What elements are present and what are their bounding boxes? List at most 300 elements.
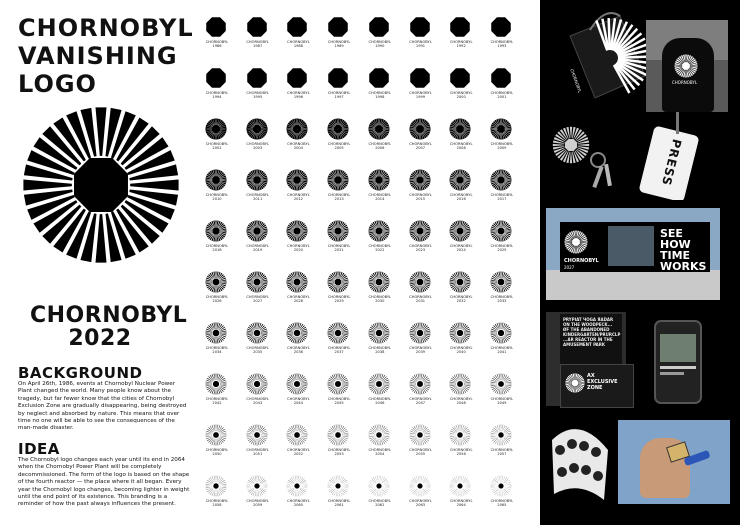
- logo-year-caption: [444, 346, 478, 355]
- wristband-mockup: [544, 420, 614, 510]
- hoodie-label: CHORNOBYL: [672, 80, 698, 85]
- caption-name: CHORNOBYL: [409, 397, 432, 401]
- logo-core: [293, 125, 301, 133]
- caption-year: 2024: [456, 248, 466, 253]
- hand-photo: [618, 420, 730, 504]
- logo-year-caption: [485, 91, 519, 100]
- logo-octagon: [288, 17, 308, 37]
- logo-year-icon: [409, 118, 431, 140]
- logo-year-icon: [449, 220, 471, 242]
- logo-year-cell: [200, 373, 234, 417]
- logo-core: [682, 62, 690, 70]
- logo-year-icon: [490, 373, 512, 395]
- caption-year: 2021: [334, 248, 344, 253]
- logo-year-icon: [205, 373, 227, 395]
- caption-name: CHORNOBYL: [287, 40, 310, 44]
- caption-year: 2039: [415, 350, 426, 355]
- caption-name: CHORNOBYL: [368, 346, 392, 350]
- caption-year: 2004: [293, 146, 303, 151]
- logo-core: [295, 483, 300, 488]
- caption-year: 2057: [497, 452, 507, 457]
- caption-year: 2056: [456, 452, 466, 457]
- logo-year-cell: [404, 322, 438, 366]
- logo-year-cell: [444, 322, 478, 366]
- logo-year-cell: [363, 373, 397, 417]
- logo-year-icon: [327, 271, 349, 293]
- logo-year-icon: [246, 475, 268, 497]
- logo-year-icon: [286, 169, 308, 191]
- caption-name: CHORNOBYL: [246, 40, 269, 44]
- logo-year-cell: [485, 169, 519, 213]
- caption-year: 2029: [334, 299, 344, 304]
- logo-year-caption: [444, 397, 478, 406]
- logo-year-cell: [404, 271, 438, 315]
- logo-year-caption: [485, 142, 519, 151]
- logo-year-cell: [281, 118, 315, 162]
- logo-year-cell: [241, 67, 275, 111]
- logo-year-caption: [322, 448, 356, 457]
- caption-name: CHORNOBYL: [490, 40, 514, 44]
- logo-octagon: [410, 17, 430, 37]
- sign-line: ZONE: [587, 385, 603, 391]
- caption-year: 2022: [375, 248, 385, 253]
- caption-name: CHORNOBYL: [205, 91, 229, 95]
- caption-name: CHORNOBYL: [449, 193, 473, 197]
- logo-year-cell: [322, 16, 356, 60]
- logo-core: [497, 176, 504, 183]
- caption-year: 2053: [334, 452, 344, 457]
- caption-name: CHORNOBYL: [449, 244, 473, 248]
- logo-year-icon: [246, 373, 268, 395]
- logo-year-icon: [368, 220, 390, 242]
- logo-year-cell: [322, 169, 356, 213]
- logo-core: [572, 238, 580, 246]
- caption-name: CHORNOBYL: [287, 499, 310, 503]
- caption-name: CHORNOBYL: [449, 142, 473, 146]
- logo-year-cell: [363, 118, 397, 162]
- bag-label: CHORNOBYL: [569, 68, 583, 94]
- logo-year-icon: [205, 475, 227, 497]
- caption-name: CHORNOBYL: [205, 142, 229, 146]
- caption-year: 1986: [212, 44, 222, 49]
- logo-year-caption: [241, 91, 275, 100]
- logo-year-cell: [241, 271, 275, 315]
- logo-core: [457, 228, 464, 235]
- caption-name: CHORNOBYL: [490, 91, 514, 95]
- caption-name: CHORNOBYL: [246, 397, 269, 401]
- logo-year-caption: [200, 40, 234, 49]
- caption-year: 2043: [253, 401, 263, 406]
- caption-year: 2033: [497, 299, 507, 304]
- logo-core: [416, 176, 423, 183]
- phone-text-line: [660, 372, 684, 375]
- logo-core: [335, 381, 341, 387]
- logo-year-cell: [363, 424, 397, 468]
- caption-year: 2047: [415, 401, 426, 406]
- logo-core: [294, 176, 302, 184]
- mockup-panel: [540, 0, 740, 525]
- logo-year-icon: [490, 271, 512, 293]
- caption-year: 2049: [497, 401, 507, 406]
- caption-year: 2000: [456, 95, 466, 100]
- logo-year-caption: [281, 91, 315, 100]
- logo-year-cell: [363, 67, 397, 111]
- logo-year-icon: [368, 16, 390, 38]
- logo-year-icon: [327, 16, 349, 38]
- logo-octagon: [206, 17, 226, 37]
- logo-year-icon: [368, 67, 390, 89]
- caption-year: 2046: [375, 401, 385, 406]
- logo-year-caption: [404, 346, 438, 355]
- logo-year-icon: [490, 118, 512, 140]
- logo-year-cell: [444, 118, 478, 162]
- logo-core: [458, 432, 463, 437]
- logo-core: [254, 432, 260, 438]
- caption-name: CHORNOBYL: [287, 448, 310, 452]
- logo-year-cell: [404, 373, 438, 417]
- logo-core: [294, 227, 301, 234]
- logo-year-icon: [449, 424, 471, 446]
- logo-year-icon: [246, 16, 268, 38]
- logo-year-icon: [246, 322, 268, 344]
- logo-core: [458, 484, 463, 489]
- caption-name: CHORNOBYL: [246, 295, 269, 299]
- logo-year-icon: [449, 67, 471, 89]
- logo-core: [416, 279, 423, 286]
- logo-year-icon: [490, 67, 512, 89]
- logo-year-cell: [322, 424, 356, 468]
- logo-core: [335, 227, 342, 234]
- caption-year: 2010: [212, 197, 222, 202]
- logo-year-cell: [485, 118, 519, 162]
- caption-year: 2005: [334, 146, 344, 151]
- logo-year-caption: [485, 193, 519, 202]
- caption-name: CHORNOBYL: [368, 448, 392, 452]
- logo-year-icon: [490, 424, 512, 446]
- logo-core: [572, 380, 579, 387]
- caption-name: CHORNOBYL: [287, 346, 310, 350]
- logo-year-cell: [404, 118, 438, 162]
- logo-core: [253, 125, 261, 133]
- logo-year-caption: [281, 397, 315, 406]
- caption-name: CHORNOBYL: [287, 193, 310, 197]
- caption-name: CHORNOBYL: [246, 346, 269, 350]
- logo-year-icon: [205, 220, 227, 242]
- logo-core: [417, 432, 422, 437]
- sign-line: EXCLUSIVE: [587, 379, 618, 385]
- tote-bag-illustration: [550, 6, 650, 106]
- logo-core: [498, 432, 503, 437]
- caption-name: CHORNOBYL: [287, 295, 310, 299]
- caption-year: 2063: [415, 503, 426, 508]
- logo-year-caption: [444, 91, 478, 100]
- logo-year-caption: [444, 40, 478, 49]
- caption-year: 2023: [415, 248, 426, 253]
- logo-year-icon: [327, 475, 349, 497]
- logo-year-caption: [404, 397, 438, 406]
- caption-year: 1992: [456, 44, 466, 49]
- caption-year: 2018: [212, 248, 222, 253]
- logo-core: [497, 228, 504, 235]
- logo-year-caption: [485, 295, 519, 304]
- logo-year-caption: [404, 448, 438, 457]
- caption-name: CHORNOBYL: [246, 448, 269, 452]
- logo-year-icon: [327, 322, 349, 344]
- logo-year-cell: [281, 67, 315, 111]
- logo-year-caption: [200, 397, 234, 406]
- logo-year-icon: [327, 373, 349, 395]
- logo-year-icon: [409, 322, 431, 344]
- caption-year: 2017: [497, 197, 507, 202]
- caption-name: CHORNOBYL: [449, 499, 473, 503]
- caption-name: CHORNOBYL: [490, 193, 514, 197]
- logo-year-icon: [449, 16, 471, 38]
- caption-year: 2054: [375, 452, 385, 457]
- logo-year-caption: [281, 448, 315, 457]
- logo-year-caption: [241, 244, 275, 253]
- caption-name: CHORNOBYL: [327, 448, 351, 452]
- logo-year-caption: [281, 346, 315, 355]
- logo-octagon: [491, 68, 511, 88]
- logo-octagon: [369, 17, 389, 37]
- logo-year-cell: [200, 424, 234, 468]
- logo-year-cell: [485, 16, 519, 60]
- logo-year-icon: [368, 322, 390, 344]
- logo-core: [253, 227, 260, 234]
- title-line: CHORNOBYL: [18, 14, 194, 42]
- subtitle-line: CHORNOBYL: [30, 303, 188, 328]
- caption-year: 2062: [375, 503, 385, 508]
- logo-core: [213, 279, 220, 286]
- billboard-brand: CHORNOBYL: [564, 258, 599, 264]
- logo-year-cell: [200, 16, 234, 60]
- logo-year-icon: [286, 475, 308, 497]
- logo-core: [294, 279, 301, 286]
- logo-year-caption: [281, 40, 315, 49]
- caption-name: CHORNOBYL: [449, 295, 473, 299]
- logo-year-cell: [241, 220, 275, 264]
- keychain-logo-icon: [552, 126, 590, 164]
- logo-year-cell: [281, 16, 315, 60]
- logo-year-caption: [485, 346, 519, 355]
- logo-year-cell: [363, 322, 397, 366]
- caption-year: 2041: [497, 350, 507, 355]
- logo-year-cell: [200, 67, 234, 111]
- caption-year: 1994: [212, 95, 222, 100]
- logo-year-icon: [205, 118, 227, 140]
- caption-year: 2025: [497, 248, 507, 253]
- logo-core: [456, 125, 464, 133]
- logo-core: [74, 158, 128, 212]
- logo-year-icon: [327, 169, 349, 191]
- logo-year-cell: [322, 67, 356, 111]
- logo-core: [565, 139, 577, 151]
- billboard: [560, 222, 710, 272]
- logo-year-caption: [200, 91, 234, 100]
- logo-year-cell: [281, 220, 315, 264]
- logo-year-icon: [409, 424, 431, 446]
- logo-year-caption: [200, 244, 234, 253]
- caption-year: 1991: [415, 44, 426, 49]
- caption-name: CHORNOBYL: [409, 193, 432, 197]
- caption-name: CHORNOBYL: [327, 346, 351, 350]
- logo-core: [253, 279, 260, 286]
- key-icon: [604, 164, 612, 186]
- caption-year: 1999: [415, 95, 426, 100]
- logo-core: [376, 381, 382, 387]
- billboard-logo-icon: [564, 230, 588, 254]
- caption-year: 2061: [334, 503, 344, 508]
- logo-year-caption: [322, 295, 356, 304]
- logo-year-icon: [409, 475, 431, 497]
- caption-name: CHORNOBYL: [449, 346, 473, 350]
- logo-core: [498, 330, 504, 336]
- logo-year-caption: [363, 346, 397, 355]
- caption-year: 2051: [253, 452, 263, 457]
- logo-year-icon: [449, 322, 471, 344]
- caption-year: 2031: [415, 299, 426, 304]
- logo-core: [497, 125, 505, 133]
- caption-name: CHORNOBYL: [327, 499, 351, 503]
- logo-year-icon: [286, 220, 308, 242]
- logo-year-cell: [404, 16, 438, 60]
- caption-name: CHORNOBYL: [205, 499, 229, 503]
- logo-year-cell: [404, 475, 438, 519]
- logo-core: [376, 432, 381, 437]
- caption-name: CHORNOBYL: [409, 40, 432, 44]
- caption-name: CHORNOBYL: [205, 244, 229, 248]
- logo-year-caption: [485, 40, 519, 49]
- phone-image: [660, 334, 696, 362]
- caption-name: CHORNOBYL: [409, 91, 432, 95]
- caption-year: 2016: [456, 197, 466, 202]
- caption-year: 2065: [497, 503, 507, 508]
- logo-core: [498, 279, 504, 285]
- caption-year: 2011: [253, 197, 263, 202]
- caption-year: 2037: [334, 350, 344, 355]
- caption-year: 2060: [293, 503, 303, 508]
- title-line: VANISHING: [18, 42, 178, 70]
- logo-year-caption: [281, 244, 315, 253]
- logo-core: [213, 381, 219, 387]
- phone-text-line: [660, 366, 696, 369]
- press-badge: [638, 125, 699, 200]
- logo-year-icon: [449, 475, 471, 497]
- caption-year: 2009: [497, 146, 507, 151]
- logo-year-caption: [322, 244, 356, 253]
- logo-year-icon: [409, 169, 431, 191]
- logo-year-cell: [322, 271, 356, 315]
- logo-year-caption: [241, 40, 275, 49]
- logo-year-caption: [200, 295, 234, 304]
- logo-year-icon: [286, 118, 308, 140]
- logo-year-icon: [205, 322, 227, 344]
- caption-name: CHORNOBYL: [490, 448, 514, 452]
- logo-year-icon: [368, 169, 390, 191]
- logo-year-cell: [322, 475, 356, 519]
- logo-core: [254, 381, 260, 387]
- logo-year-icon: [409, 220, 431, 242]
- tote-bag-mockup: [550, 6, 650, 106]
- logo-year-cell: [241, 424, 275, 468]
- logo-year-caption: [404, 142, 438, 151]
- caption-name: CHORNOBYL: [409, 142, 432, 146]
- logo-year-cell: [444, 16, 478, 60]
- logo-core: [212, 176, 220, 184]
- logo-year-cell: [485, 67, 519, 111]
- caption-name: CHORNOBYL: [246, 193, 269, 197]
- logo-year-cell: [200, 220, 234, 264]
- logo-core: [416, 125, 424, 133]
- logo-year-caption: [281, 193, 315, 202]
- logo-year-caption: [241, 448, 275, 457]
- caption-name: CHORNOBYL: [409, 244, 432, 248]
- logo-core: [254, 330, 260, 336]
- caption-year: 2058: [212, 503, 222, 508]
- caption-year: 2020: [293, 248, 303, 253]
- caption-name: CHORNOBYL: [287, 244, 310, 248]
- logo-year-cell: [485, 322, 519, 366]
- logo-year-cell: [363, 271, 397, 315]
- caption-year: 1987: [253, 44, 263, 49]
- logo-year-cell: [200, 118, 234, 162]
- caption-name: CHORNOBYL: [368, 193, 392, 197]
- logo-year-caption: [322, 40, 356, 49]
- logo-year-caption: [444, 499, 478, 508]
- caption-name: CHORNOBYL: [287, 397, 310, 401]
- logo-year-caption: [241, 499, 275, 508]
- logo-year-cell: [200, 322, 234, 366]
- logo-year-cell: [200, 271, 234, 315]
- logo-year-caption: [444, 142, 478, 151]
- logo-year-caption: [363, 40, 397, 49]
- logo-year-caption: [322, 397, 356, 406]
- sign-line: AX: [587, 373, 595, 379]
- logo-core: [212, 227, 219, 234]
- logo-core: [457, 176, 464, 183]
- billboard-year: 2027: [564, 265, 575, 270]
- idea-text: The Chornobyl logo changes each year until its end in 2064 when the Chornobyl Power Plant will be completely decommissioned. The form of the logo is based on the shape of the fourth reactor — the place where it all began. Every year the Chornobyl logo changes, becoming lighter in weight until the end point of its existence. This branding is a reminder of how the past always influences the present.: [18, 457, 190, 508]
- logo-year-icon: [286, 16, 308, 38]
- logo-year-icon: [327, 424, 349, 446]
- logo-year-icon: [327, 220, 349, 242]
- caption-name: CHORNOBYL: [490, 244, 514, 248]
- caption-year: 2064: [456, 503, 466, 508]
- logo-year-cell: [281, 271, 315, 315]
- logo-year-caption: [241, 346, 275, 355]
- logo-year-caption: [200, 193, 234, 202]
- caption-year: 2006: [375, 146, 385, 151]
- logo-core: [213, 330, 219, 336]
- logo-core: [334, 125, 342, 133]
- logo-year-cell: [241, 373, 275, 417]
- logo-year-cell: [404, 220, 438, 264]
- logo-year-cell: [404, 169, 438, 213]
- logo-year-icon: [368, 271, 390, 293]
- logo-year-cell: [404, 67, 438, 111]
- logo-core: [417, 381, 423, 387]
- logo-year-icon: [246, 169, 268, 191]
- caption-year: 2015: [415, 197, 426, 202]
- logo-octagon: [328, 17, 348, 37]
- caption-name: CHORNOBYL: [409, 448, 432, 452]
- logo-year-cell: [281, 424, 315, 468]
- logo-year-icon: [246, 220, 268, 242]
- caption-name: CHORNOBYL: [205, 397, 229, 401]
- caption-year: 2035: [253, 350, 263, 355]
- logo-year-cell: [485, 271, 519, 315]
- caption-name: CHORNOBYL: [327, 244, 351, 248]
